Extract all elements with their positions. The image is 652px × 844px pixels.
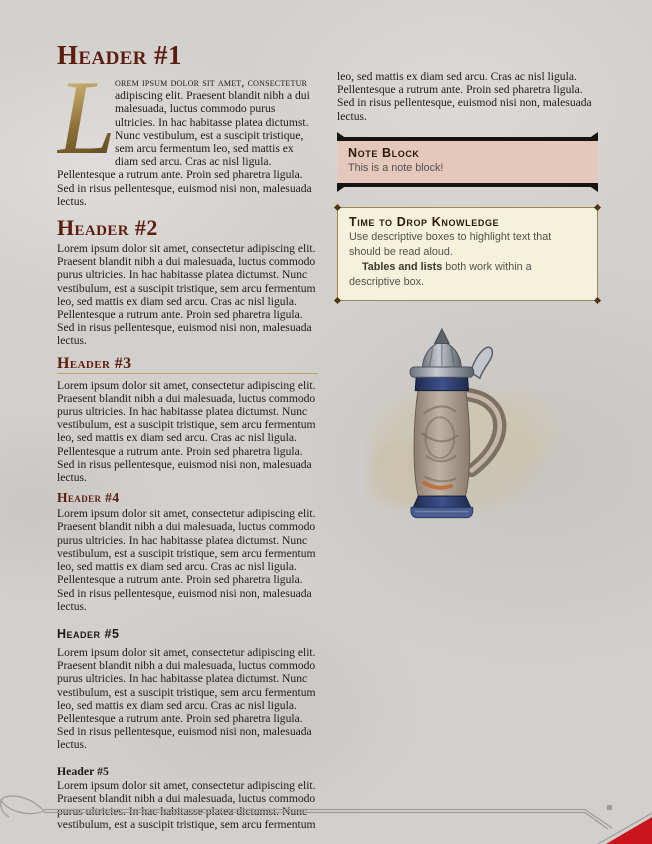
stein-body bbox=[414, 388, 470, 496]
paragraph-lead-smallcaps: orem ipsum dolor sit amet, consectetur bbox=[115, 76, 308, 89]
continued-paragraph: leo, sed mattis ex diam sed arcu. Cras ac nisl ligula. Pellentesque a rutrum ante. Proin sed pharetra ligula. Sed in risus pellentesque, euismod nisi non, malesuada lectus. bbox=[337, 70, 592, 123]
stein-base bbox=[411, 496, 473, 518]
lorem-paragraph-2: Lorem ipsum dolor sit amet, consectetur adipiscing elit. Praesent blandit nibh a dui malesuada, luctus commodo purus ultricies. In hac habitasse platea dictumst. Nunc vestibulum, est a suscipit tristique, sem arcu fermentum leo, sed mattis ex diam sed arcu. Cras ac nisl ligula. Pellentesque a rutrum ante. Proin sed pharetra ligula. Sed in risus pellentesque, euismod nisi non, malesuada lectus. bbox=[57, 242, 316, 348]
note-body: This is a note block! bbox=[348, 161, 444, 174]
stein-neck-band bbox=[415, 376, 468, 390]
corner-dot-icon bbox=[334, 204, 341, 211]
header-1: Header #1 bbox=[57, 40, 182, 70]
paragraph-text: adipiscing elit. Praesent blandit nibh a dui malesuada, luctus commodo purus ultricies. In hac habitasse platea dictumst. Nunc vestibulum, est a suscipit tristique, sem arcu fermentum leo, sed mattis ex diam sed arcu. Cras ac nisl ligula. Pellentesque a rutrum ante. Proin sed pharetra ligula. Sed in risus pellentesque, euismod nisi non, malesuada lectus. bbox=[57, 89, 312, 208]
page-footer-ornament bbox=[0, 794, 652, 844]
header-2: Header #2 bbox=[57, 215, 158, 241]
footer-rule-lines bbox=[1, 796, 652, 844]
note-top-ribbon bbox=[337, 132, 598, 141]
left-column bbox=[57, 42, 318, 838]
corner-dot-icon bbox=[594, 204, 601, 211]
corner-dot-icon bbox=[594, 297, 601, 304]
right-column bbox=[337, 42, 598, 838]
header-5-smallcaps: Header #5 bbox=[57, 626, 120, 641]
descriptive-box-title: Time to Drop Knowledge bbox=[349, 214, 500, 229]
beer-stein-svg bbox=[365, 327, 570, 532]
footer-red-corner-triangle bbox=[606, 817, 652, 844]
lorem-paragraph-4: Lorem ipsum dolor sit amet, consectetur adipiscing elit. Praesent blandit nibh a dui malesuada, luctus commodo purus ultricies. In hac habitasse platea dictumst. Nunc vestibulum, est a suscipit tristique, sem arcu fermentum leo, sed mattis ex diam sed arcu. Cras ac nisl ligula. Pellentesque a rutrum ante. Proin sed pharetra ligula. Sed in risus pellentesque, euismod nisi non, malesuada lectus. bbox=[57, 507, 316, 613]
note-title: Note Block bbox=[348, 145, 420, 160]
two-column-layout bbox=[57, 42, 599, 838]
footer-square-dot-icon bbox=[607, 805, 612, 810]
header-5-bold: Header #5 bbox=[57, 763, 109, 778]
note-content bbox=[337, 141, 598, 183]
beer-stein-illustration bbox=[365, 327, 570, 532]
lorem-paragraph-5: Lorem ipsum dolor sit amet, consectetur adipiscing elit. Praesent blandit nibh a dui malesuada, luctus commodo purus ultricies. In hac habitasse platea dictumst. Nunc vestibulum, est a suscipit tristique, sem arcu fermentum leo, sed mattis ex diam sed arcu. Cras ac nisl ligula. Pellentesque a rutrum ante. Proin sed pharetra ligula. Sed in risus pellentesque, euismod nisi non, malesuada lectus. bbox=[57, 645, 316, 752]
drop-cap-letter: L bbox=[57, 59, 116, 176]
lorem-paragraph-3: Lorem ipsum dolor sit amet, consectetur adipiscing elit. Praesent blandit nibh a dui malesuada, luctus commodo purus ultricies. In hac habitasse platea dictumst. Nunc vestibulum, est a suscipit tristique, sem arcu fermentum leo, sed mattis ex diam sed arcu. Cras ac nisl ligula. Pellentesque a rutrum ante. Proin sed pharetra ligula. Sed in risus pellentesque, euismod nisi non, malesuada lectus. bbox=[57, 378, 316, 485]
paragraph-with-dropcap bbox=[57, 59, 318, 208]
header-3: Header #3 bbox=[57, 355, 318, 374]
descriptive-box-bold-lead: Tables and lists bbox=[362, 260, 443, 273]
descriptive-box-line2 bbox=[349, 260, 586, 290]
stein-lid bbox=[410, 329, 474, 377]
note-bottom-ribbon bbox=[337, 183, 598, 192]
corner-dot-icon bbox=[334, 297, 341, 304]
descriptive-box-line2-rest: both work within a descriptive box. bbox=[349, 260, 532, 288]
descriptive-box bbox=[337, 207, 598, 301]
header-4: Header #4 bbox=[57, 490, 120, 506]
descriptive-box-line1: Use descriptive boxes to highlight text that should be read aloud. bbox=[349, 230, 552, 258]
footer-left-flourish-icon bbox=[1, 796, 44, 814]
lorem-paragraph-truncated: Lorem ipsum dolor sit amet, consectetur adipiscing elit. Praesent blandit nibh a dui malesuada, luctus commodo purus ultricies. In hac habitasse platea dictumst. Nunc vestibulum, est a suscipit tristique, sem arcu fermentum bbox=[57, 778, 316, 832]
note-block bbox=[337, 132, 598, 192]
